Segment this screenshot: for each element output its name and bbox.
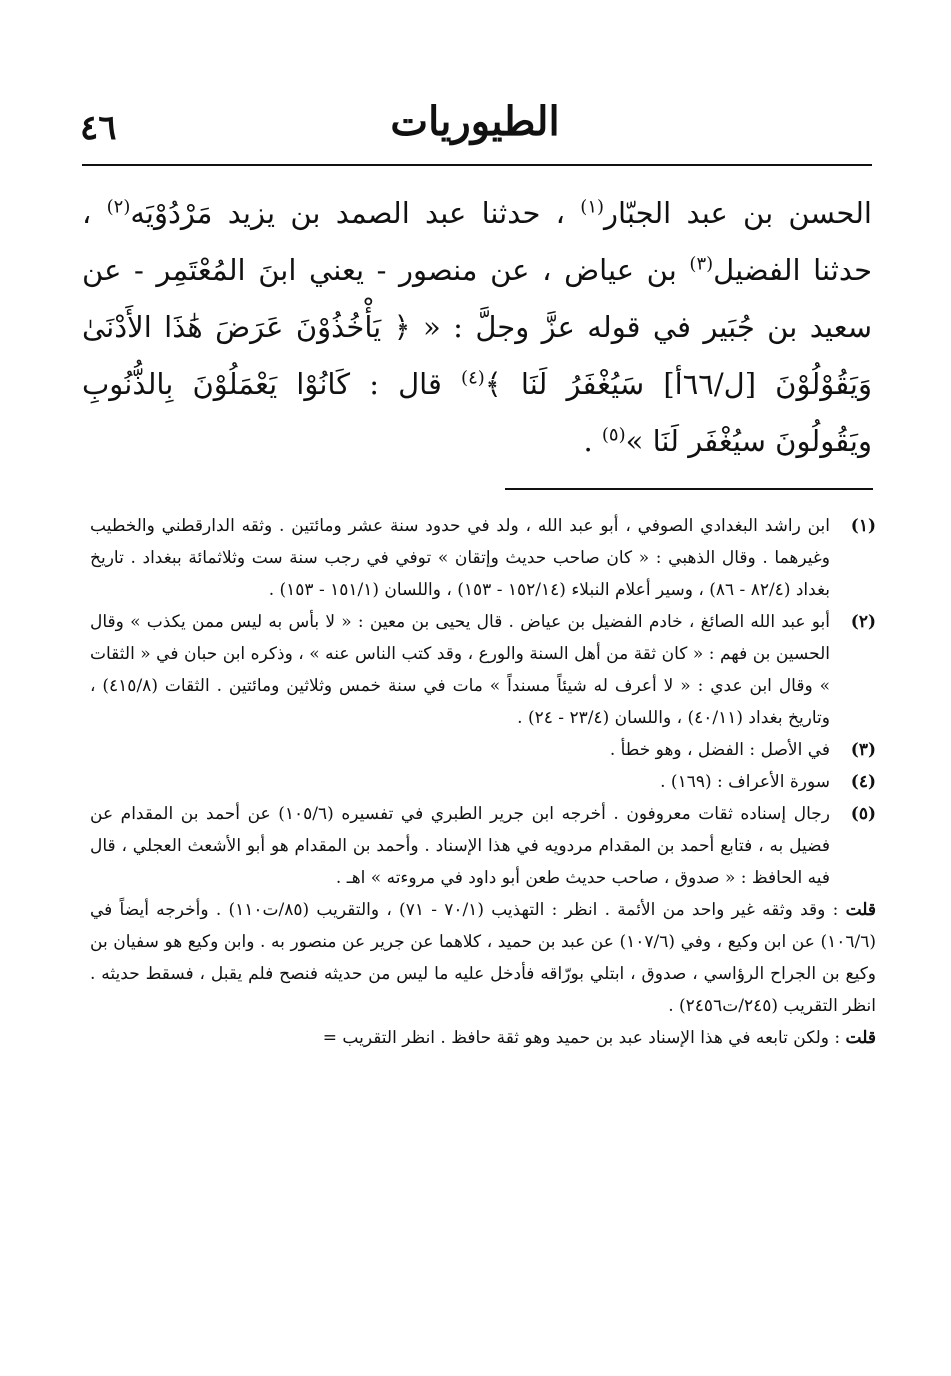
qultu-label: قلت (845, 900, 877, 920)
footnote-2 (90, 606, 876, 734)
footnote-text: رجال إسناده ثقات معروفون . أخرجه ابن جرير الطبري في تفسيره (١٠٥/٦) عن أحمد بن المقدام عن فضيل به ، فتابع أحمد بن المقدام مردويه في هذا الإسناد . وأحمد بن المقدام هو أبو الأشعث العجلي ، قال فيه الحافظ : « صدوق ، صاحب حديث طعن أبو داود في مروءته » اهـ . (90, 804, 830, 888)
footnote-3 (90, 734, 876, 766)
footnote-text: سورة الأعراف : (١٦٩) . (660, 772, 830, 792)
footnote-text: في الأصل : الفضل ، وهو خطأ . (609, 740, 830, 760)
footnote-number: (١) (850, 516, 876, 536)
main-text (82, 185, 872, 470)
footnote-number: (٢) (850, 612, 876, 632)
footnote-continuation-2 (90, 1022, 876, 1054)
footnote-ref-5[interactable]: (٥) (601, 424, 626, 446)
page-number: ٤٦ (80, 108, 117, 148)
footnotes (90, 510, 876, 1054)
main-paragraph: الحسن بن عبد الجبّار$^{(١)}$ ، حدثنا عبد الصمد بن يزيد مَرْدُوْيَه$^{(٢)}$ ، حدثنا الفضيل$^{(٣)}$ بن عياض ، عن منصور - يعني ابنَ المُعْتَمِر - عن سعيد بن جُبَير في قوله عزَّ وجلَّ : « ﴿ يَأْخُذُوْنَ عَرَضَ هَٰذَا الأَدْنَىٰ وَيَقُوْلُوْنَ [ل/٦٦أ] سَيُغْفَرُ لَنَا ﴾$^{(٤)}$ قال : كَانُوْا يَعْمَلُوْنَ بِالذُّنُوبِ ويَقُولُونَ سيُغْفَر لَنَا »$^{(٥)}$ . (82, 196, 873, 458)
footnote-ref-1[interactable]: (١) (580, 196, 605, 218)
footnote-continuation-1 (90, 894, 876, 1022)
footnote-1 (90, 510, 876, 606)
footnote-number: (٥) (850, 804, 876, 824)
qultu-label: قلت (845, 1028, 876, 1048)
footnote-ref-4[interactable]: (٤) (461, 367, 485, 389)
footnote-ref-3[interactable]: (٣) (689, 253, 714, 275)
footnote-separator (505, 488, 873, 490)
footnote-text: أبو عبد الله الصائغ ، خادم الفضيل بن عياض . قال يحيى بن معين : « لا بأس به ليس ممن يكذب » وقال الحسين بن فهم : « كان ثقة من أهل السنة والورع ، وقد كتب الناس عنه » ، وذكره ابن حبان في « الثقات » وقال ابن عدي : « لا أعرف له شيئاً مسنداً » مات في سنة خمس وثلاثين ومائتين . الثقات (٤١٥/٨) ، وتاريخ بغداد (٤٠/١١) ، واللسان (٢٣/٤ - ٢٤) . (90, 612, 831, 728)
footnote-ref-2[interactable]: (٢) (106, 196, 131, 218)
header-rule (82, 164, 872, 166)
footnote-text: ابن راشد البغدادي الصوفي ، أبو عبد الله ، ولد في حدود سنة عشر ومائتين . وثقه الدارقطني والخطيب وغيرهما . وقال الذهبي : « كان صاحب حديث وإتقان » توفي في رجب سنة ست وثلاثمائة ببغداد . تاريخ بغداد (٨٢/٤ - ٨٦) ، وسير أعلام النبلاء (١٥٢/١٤ - ١٥٣) ، واللسان (١٥١/١ - ١٥٣) . (90, 516, 830, 600)
footnote-5 (90, 798, 876, 894)
footnote-number: (٣) (850, 740, 876, 760)
running-title: الطيوريات (390, 98, 560, 145)
continuation-text: : وقد وثقه غير واحد من الأئمة . انظر : التهذيب (٧٠/١ - ٧١) ، والتقريب (٨٥/ت١١٠) . وأخرجه أيضاً في (١٠٦/٦) عن ابن وكيع ، وفي (١٠٧/٦) عن عبد بن حميد ، كلاهما عن جرير عن منصور به . وابن وكيع هو سفيان بن وكيع بن الجراح الرؤاسي ، صدوق ، ابتلي بورّاقه فأدخل عليه ما ليس من حديثه فنصح فلم يقبل ، فسقط حديثه . انظر التقريب (٢٤٥/ت٢٤٥٦) . (90, 900, 876, 1016)
footnote-4 (90, 766, 876, 798)
continuation-text: : ولكن تابعه في هذا الإسناد عبد بن حميد وهو ثقة حافظ . انظر التقريب = (322, 1028, 841, 1048)
page-header (80, 98, 870, 158)
footnote-number: (٤) (850, 772, 876, 792)
